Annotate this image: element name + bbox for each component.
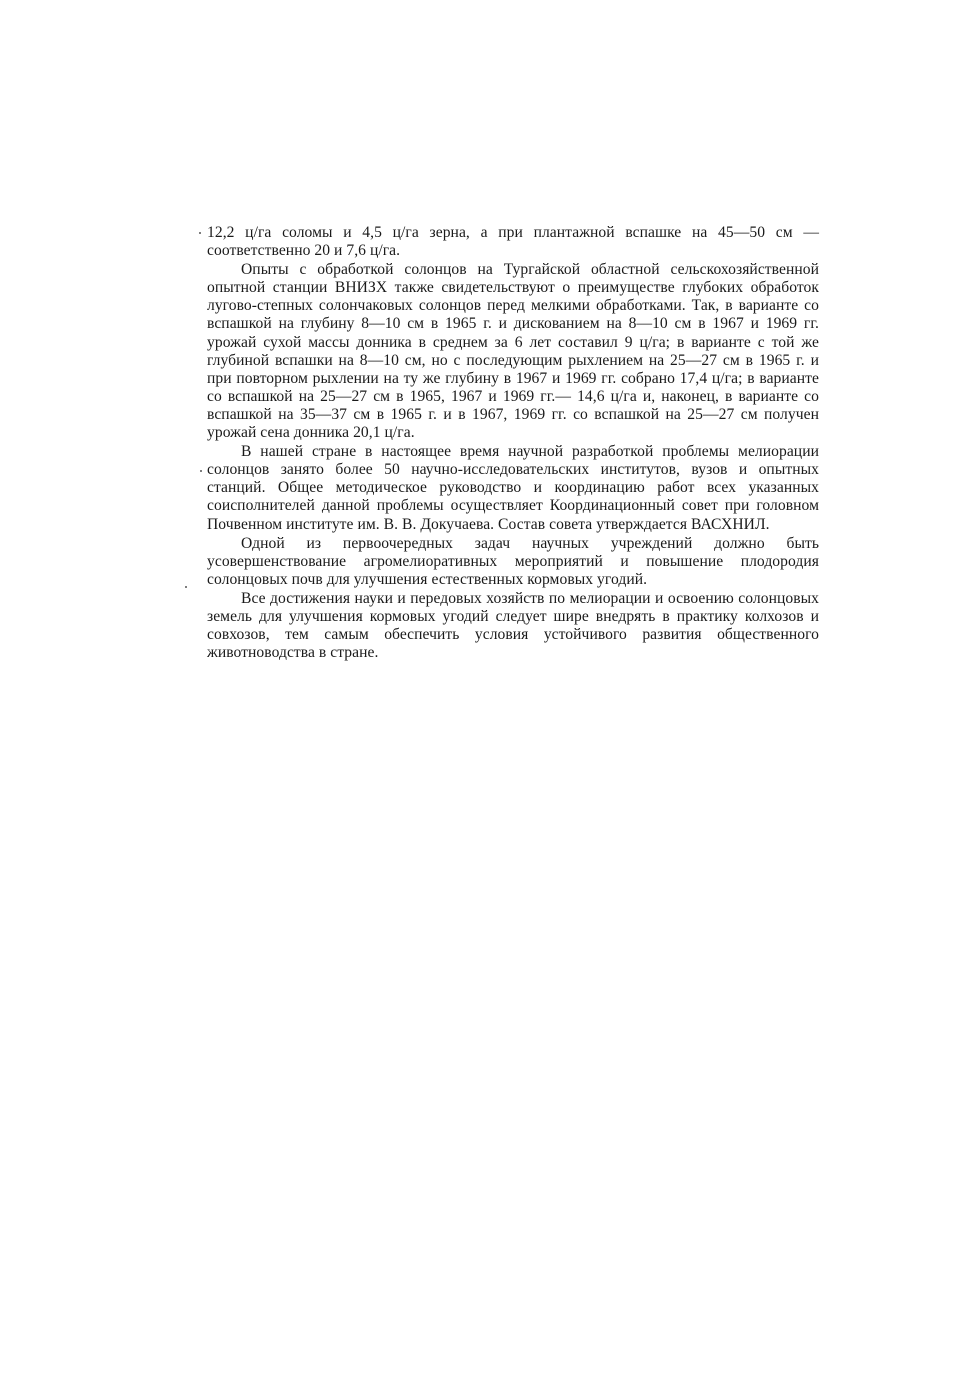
body-text — [207, 224, 819, 662]
paragraph-research-institutions: В нашей стране в настоящее время научной разработкой проблемы мелиорации солонцов занято более 50 научно-исследовательских институтов, вузов и опытных станций. Общее методическое руководство и координацию работ всех указанных соисполнителей данной проблемы осуществляет Координационный совет при головном Почвенном институте им. В. В. Докучаева. Состав совета утверждается ВАСХНИЛ. — [207, 443, 819, 533]
scan-speck — [199, 232, 201, 234]
paragraph-priority-tasks: Одной из первоочередных задач научных учреждений должно быть усовершенствование агромелиоративных мероприятий и повышение плодородия солонцовых почв для улучшения естественных кормовых угодий. — [207, 534, 819, 588]
paragraph-turgai-experiments: Опыты с обработкой солонцов на Тургайской областной сельскохозяйственной опытной станции ВНИЗХ также свидетельствуют о преимуществе глубоких обработок лугово-степных солончаковых солонцов перед мелкими обработками. Так, в варианте со вспашкой на глубину 8—10 см в 1965 г. и дискованием на 8—10 см в 1967 и 1969 гг. урожай сухой массы донника в среднем за 6 лет составил 9 ц/га; в варианте с той же глубиной вспашки на 8—10 см, но с последующим рыхлением на 25—27 см в 1965 г. и при повторном рыхлении на ту же глубину в 1967 и 1969 гг. собрано 17,4 ц/га; в варианте со вспашкой на 25—27 см в 1965, 1967 и 1969 гг.— 14,6 ц/га и, наконец, в варианте со вспашкой на 35—37 см в 1965 г. и в 1967, 1969 гг. со вспашкой на 25—27 см получен урожай сена донника 20,1 ц/га. — [207, 261, 819, 442]
paragraph-continuation: 12,2 ц/га соломы и 4,5 ц/га зерна, а при плантажной вспашке на 45—50 см — соответственно 20 и 7,6 ц/га. — [207, 224, 819, 260]
paragraph-conclusion: Все достижения науки и передовых хозяйств по мелиорации и освоению солонцовых земель для улучшения кормовых угодий следует шире внедрять в практику колхозов и совхозов, тем самым обеспечить условия устойчивого развития общественного животноводства в стране. — [207, 589, 819, 662]
scan-speck — [200, 470, 202, 472]
scan-speck — [185, 586, 187, 588]
